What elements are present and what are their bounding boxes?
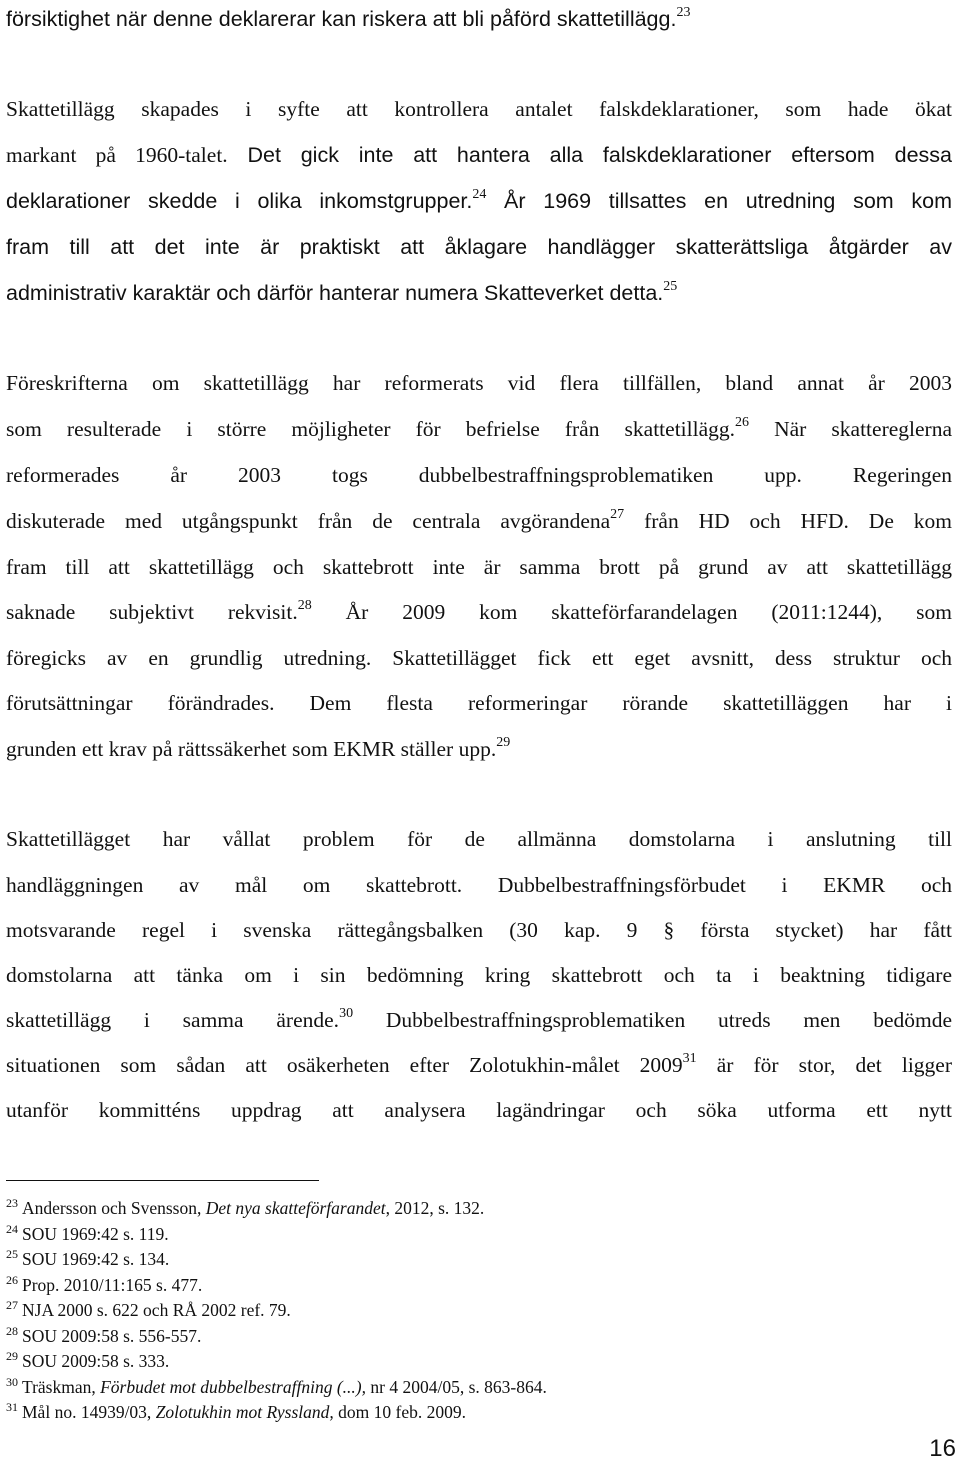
body-text: motsvarande regel i svenska rättegångsbalken (30 kap. 9 § första stycket) har fått xyxy=(6,918,952,942)
footnote-number: 29 xyxy=(6,1349,18,1364)
footnote-ref[interactable]: 23 xyxy=(676,4,691,20)
footnote-number: 25 xyxy=(6,1247,18,1262)
body-line xyxy=(6,1050,952,1077)
body-text: Det gick inte att hantera alla falskdeklarationer eftersom dessa xyxy=(227,143,952,167)
footnote-ref[interactable]: 26 xyxy=(735,414,750,430)
footnote-text: Mål no. 14939/03, xyxy=(22,1402,156,1422)
footnote-ref[interactable]: 24 xyxy=(472,186,487,202)
footnote-item xyxy=(6,1377,547,1397)
body-text: fram till att skattetillägg och skattebrott inte är samma brott på grund av att skattetillägg xyxy=(6,555,952,579)
body-line xyxy=(6,143,952,167)
footnote-text: SOU 1969:42 s. 134. xyxy=(22,1249,170,1269)
footnote-number: 28 xyxy=(6,1324,18,1339)
footnote-item xyxy=(6,1300,291,1320)
body-line xyxy=(6,97,952,121)
footnote-text: NJA 2000 s. 622 och RÅ 2002 ref. 79. xyxy=(22,1300,291,1320)
footnote-item xyxy=(6,1402,466,1422)
footnote-ref[interactable]: 28 xyxy=(297,597,312,613)
body-text: Skattetillägget fick ett eget avsnitt, dess struktur och xyxy=(371,646,952,670)
body-line xyxy=(6,827,952,851)
body-text: fram till att det inte är praktiskt att åklagare handlägger skatterättsliga åtgärder av xyxy=(6,235,952,259)
footnote-number: 31 xyxy=(6,1400,18,1415)
footnote-separator xyxy=(6,1180,319,1181)
body-line xyxy=(6,734,952,761)
body-line xyxy=(6,646,952,670)
footnote-text: Prop. 2010/11:165 s. 477. xyxy=(22,1275,203,1295)
footnote-ref[interactable]: 25 xyxy=(663,278,678,294)
body-text: Regeringen xyxy=(801,463,952,487)
body-text: föregicks av en grundlig utredning. xyxy=(6,646,372,670)
body-text: diskuterade med utgångspunkt från de centrala avgörandena xyxy=(6,509,611,533)
body-line xyxy=(6,4,952,31)
body-text: förutsättningar förändrades. xyxy=(6,691,275,715)
body-text: reformerades år 2003 togs dubbelbestraffningsproblematiken upp. xyxy=(6,463,802,487)
footnote-number: 30 xyxy=(6,1375,18,1390)
footnote-number: 23 xyxy=(6,1196,18,1211)
footnote-text: Andersson och Svensson, xyxy=(22,1198,206,1218)
body-text: situationen som sådan att osäkerheten efter Zolotukhin-målet 2009 xyxy=(6,1053,683,1077)
body-text: Skattetillägget har vållat problem för de allmänna domstolarna i anslutning till xyxy=(6,827,952,851)
footnote-item xyxy=(6,1198,484,1218)
page-number: 16 xyxy=(929,1435,956,1462)
body-line xyxy=(6,918,952,942)
body-line xyxy=(6,691,952,715)
body-text: grunden ett krav på rättssäkerhet som EKMR ställer upp. xyxy=(6,737,497,761)
body-text: Dem flesta reformeringar rörande skattetilläggen har i xyxy=(274,691,952,715)
body-text: handläggningen av mål om skattebrott. xyxy=(6,873,463,897)
body-line xyxy=(6,235,952,259)
body-text: utanför kommitténs uppdrag att analysera lagändringar och söka utforma ett nytt xyxy=(6,1098,952,1122)
footnote-title: Zolotukhin mot Ryssland, xyxy=(155,1402,334,1422)
footnote-ref[interactable]: 30 xyxy=(339,1005,354,1021)
footnote-title: Förbudet mot dubbelbestraffning (...), xyxy=(100,1377,366,1397)
footnote-number: 24 xyxy=(6,1222,18,1237)
body-line xyxy=(6,597,952,624)
body-text: försiktighet när denne deklarerar kan riskera att bli påförd skattetillägg. xyxy=(6,7,677,31)
body-text: domstolarna att tänka om i sin bedömning kring skattebrott och ta i beaktning tidigare xyxy=(6,963,952,987)
body-line xyxy=(6,371,952,395)
footnote-text: SOU 2009:58 s. 556-557. xyxy=(22,1326,202,1346)
footnote-text: Träskman, xyxy=(22,1377,101,1397)
footnote-text: , 2012, s. 132. xyxy=(385,1198,485,1218)
footnote-text: dom 10 feb. 2009. xyxy=(333,1402,466,1422)
body-text: Dubbelbestraffningsproblematiken utreds men bedömde xyxy=(353,1008,953,1032)
body-line xyxy=(6,1098,952,1122)
body-text: Föreskrifterna om skattetillägg har reformerats vid flera tillfällen, bland annat år 2003 xyxy=(6,371,952,395)
footnote-text: SOU 2009:58 s. 333. xyxy=(22,1351,170,1371)
footnote-ref[interactable]: 31 xyxy=(682,1050,697,1066)
footnote-item xyxy=(6,1224,169,1244)
body-text: skattetillägg i samma ärende. xyxy=(6,1008,340,1032)
body-text: deklarationer skedde i olika inkomstgrupper. xyxy=(6,189,473,213)
body-line xyxy=(6,414,952,441)
body-text: som resulterade i större möjligheter för befrielse från skattetillägg. xyxy=(6,417,736,441)
body-line xyxy=(6,463,952,487)
footnote-number: 26 xyxy=(6,1273,18,1288)
body-text: När skattereglerna xyxy=(749,417,952,441)
body-line xyxy=(6,963,952,987)
body-text: saknade subjektivt rekvisit. xyxy=(6,600,298,624)
body-text: Dubbelbestraffningsförbudet i EKMR och xyxy=(462,873,952,897)
footnote-text: nr 4 2004/05, s. 863-864. xyxy=(366,1377,547,1397)
body-line xyxy=(6,555,952,579)
body-text: De kom xyxy=(848,509,952,533)
body-text: är för stor, det ligger xyxy=(696,1053,952,1077)
footnote-item xyxy=(6,1275,202,1295)
body-text: År 2009 kom skatteförfarandelagen (2011:1244), som xyxy=(311,600,952,624)
body-text: markant på 1960-talet. xyxy=(6,143,228,167)
footnote-ref[interactable]: 27 xyxy=(610,506,625,522)
footnote-item xyxy=(6,1249,169,1269)
body-line xyxy=(6,506,952,533)
footnote-number: 27 xyxy=(6,1298,18,1313)
footnote-title: Det nya skatteförfarandet xyxy=(205,1198,386,1218)
footnote-item xyxy=(6,1351,169,1371)
footnote-item xyxy=(6,1326,201,1346)
body-text: År 1969 tillsattes en utredning som kom xyxy=(486,189,952,213)
footnote-text: SOU 1969:42 s. 119. xyxy=(22,1224,169,1244)
body-text: från HD och HFD. xyxy=(624,509,849,533)
body-text: Skattetillägg skapades i syfte att kontrollera antalet falskdeklarationer, som hade ökat xyxy=(6,97,952,121)
body-line xyxy=(6,278,952,305)
footnote-ref[interactable]: 29 xyxy=(496,734,511,750)
body-line xyxy=(6,186,952,213)
body-line xyxy=(6,873,952,897)
body-line xyxy=(6,1005,953,1032)
body-text: administrativ karaktär och därför hanterar numera Skatteverket detta. xyxy=(6,281,664,305)
